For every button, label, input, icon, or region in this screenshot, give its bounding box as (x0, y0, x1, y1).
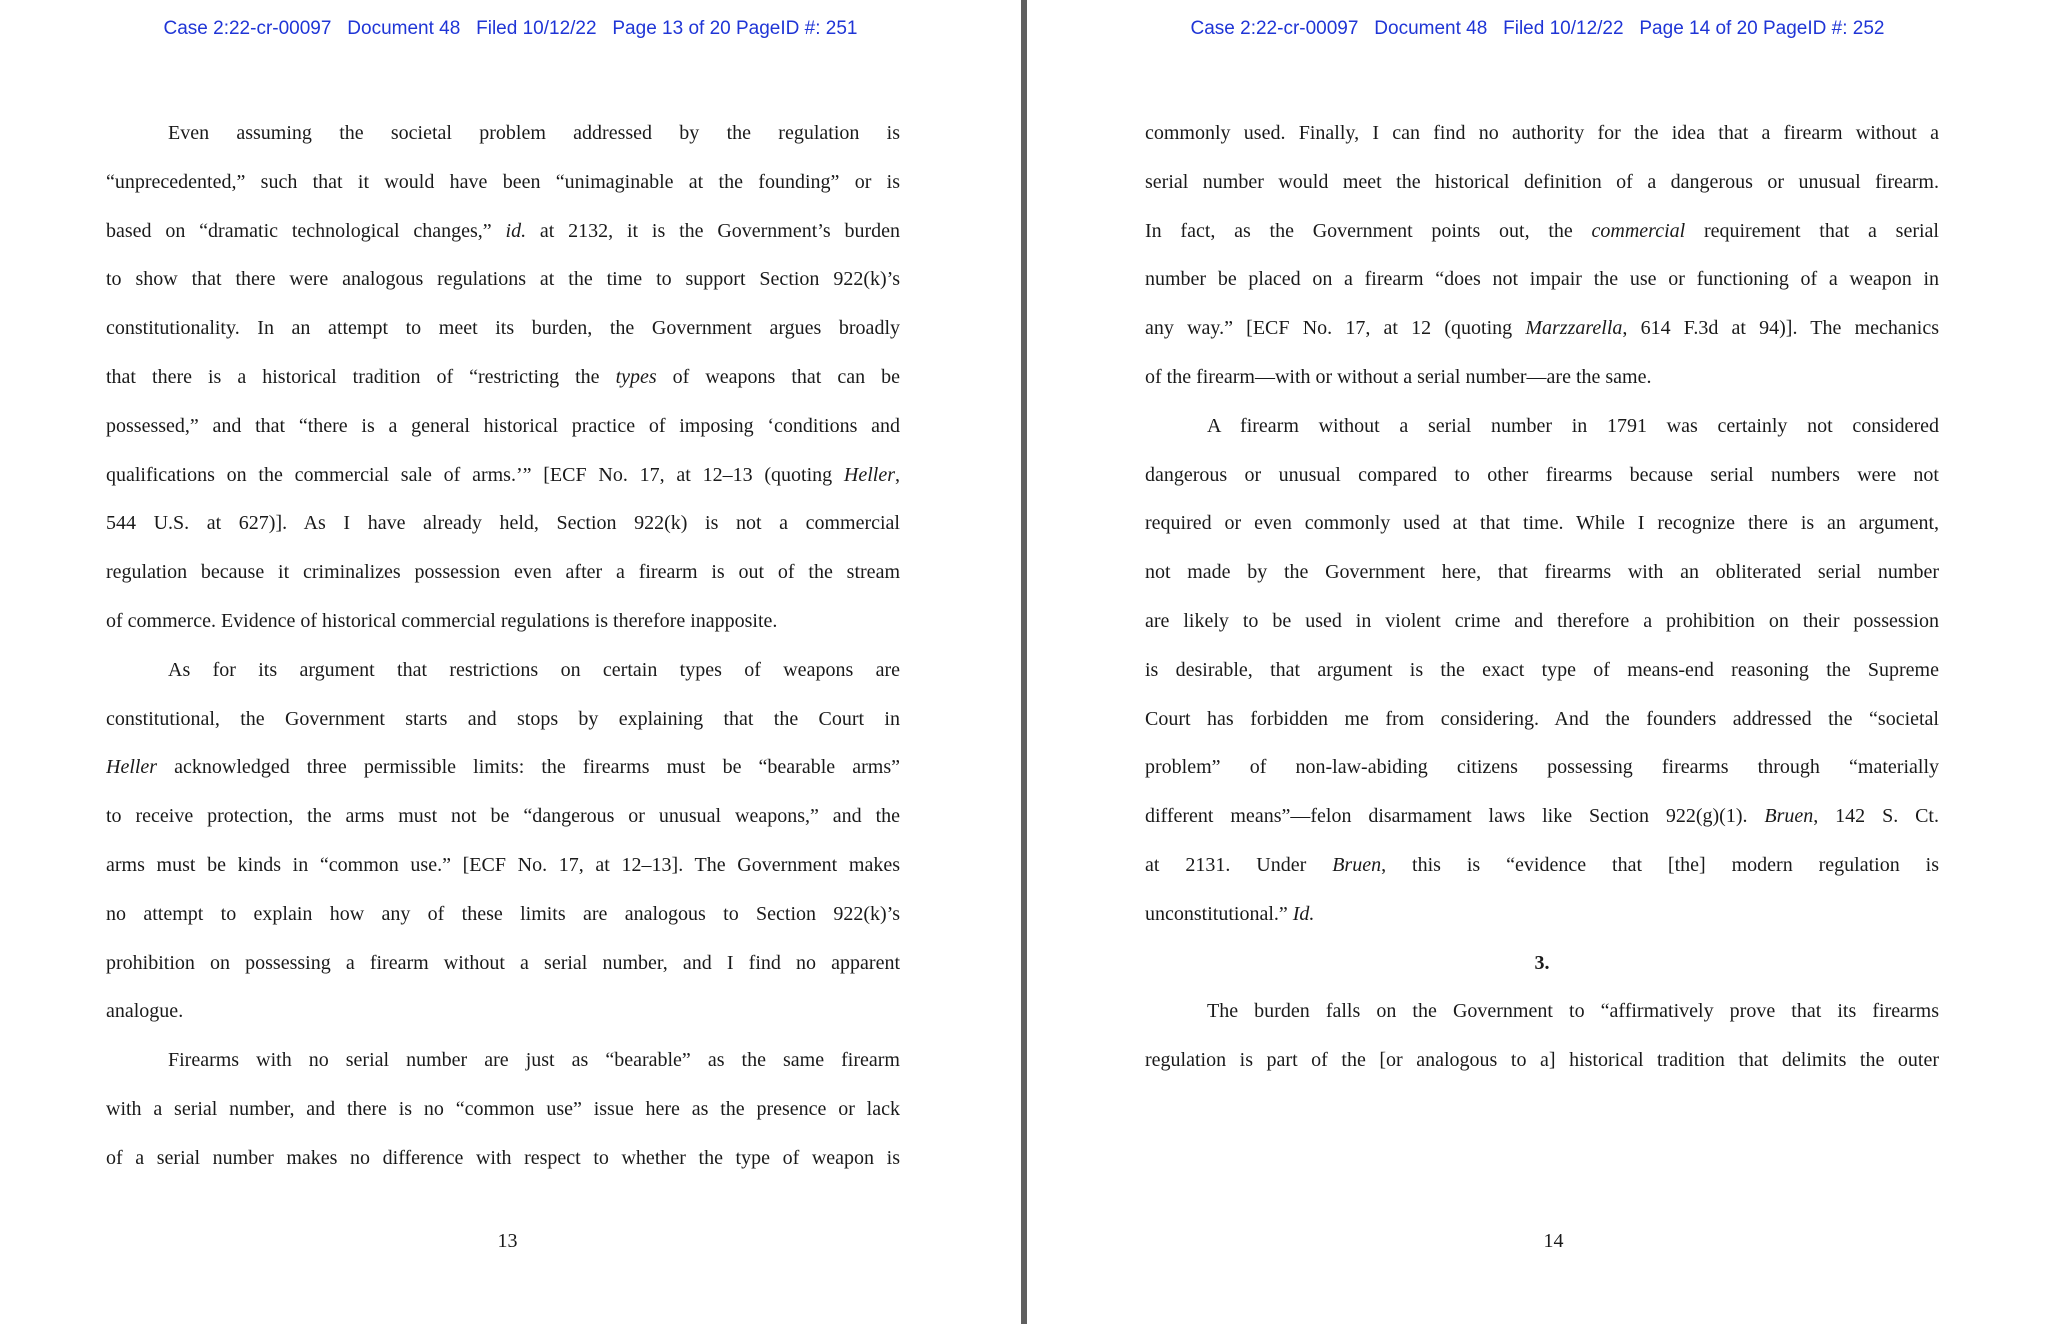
page-number: 14 (1543, 1230, 1564, 1252)
text-line (1145, 211, 1939, 260)
italic-citation: commercial (1591, 219, 1686, 242)
text-segment: different means”—felon disarmament laws like Section 922(g)(1). (1145, 805, 1765, 828)
text-line (106, 357, 900, 406)
text-line (1145, 894, 1939, 943)
text-segment: requirement that a serial (1685, 219, 1939, 242)
text-segment: to receive protection, the arms must not be “dangerous or unusual weapons,” and the (106, 805, 900, 828)
page-body-text (106, 113, 900, 1187)
text-segment: regulation is part of the [or analogous to a] historical tradition that delimits the outer (1145, 1049, 1939, 1072)
text-line (106, 1089, 900, 1138)
page-13 (0, 0, 1021, 1324)
text-segment: of commerce. Evidence of historical commercial regulations is therefore inapposite. (106, 609, 778, 632)
text-line (106, 943, 900, 992)
text-line (106, 113, 900, 162)
text-segment: In fact, as the Government points out, the (1145, 219, 1592, 242)
text-line (1145, 796, 1939, 845)
text-line (1145, 406, 1939, 455)
text-segment: , 614 F.3d at 94)]. The mechanics (1622, 317, 1939, 340)
text-line (106, 162, 900, 211)
text-line (1145, 650, 1939, 699)
text-segment: arms must be kinds in “common use.” [ECF No. 17, at 12–13]. The Government makes (106, 853, 900, 876)
page-number: 13 (497, 1230, 518, 1252)
text-line (106, 796, 900, 845)
text-segment: of a serial number makes no difference with respect to whether the type of weapon is (106, 1146, 900, 1169)
text-segment: prohibition on possessing a firearm without a serial number, and I find no apparent (106, 951, 900, 974)
text-segment: Court has forbidden me from considering. And the founders addressed the “societal (1145, 707, 1939, 730)
text-line (106, 894, 900, 943)
text-segment: constitutionality. In an attempt to meet its burden, the Government argues broadly (106, 317, 900, 340)
text-line (106, 552, 900, 601)
text-segment: regulation because it criminalizes possession even after a firearm is out of the stream (106, 561, 900, 584)
text-line (1145, 308, 1939, 357)
text-segment: unconstitutional.” (1145, 902, 1293, 925)
text-line (106, 1138, 900, 1187)
text-segment: any way.” [ECF No. 17, at 12 (quoting (1145, 317, 1526, 340)
italic-citation: id. (505, 219, 527, 242)
text-segment: required or even commonly used at that time. While I recognize there is an argument, (1145, 512, 1939, 535)
text-segment: 544 U.S. at 627)]. As I have already held, Section 922(k) is not a commercial (106, 512, 900, 535)
text-segment: , this is “evidence that [the] modern regulation is (1381, 853, 1939, 876)
text-line (1145, 455, 1939, 504)
text-segment: analogue. (106, 1000, 184, 1023)
text-segment: possessed,” and that “there is a general historical practice of imposing ‘conditions and (106, 414, 900, 437)
italic-citation: Heller (106, 756, 158, 779)
text-line (1145, 113, 1939, 162)
text-line (106, 406, 900, 455)
text-line (106, 845, 900, 894)
text-segment: at 2131. Under (1145, 853, 1333, 876)
text-line (1145, 943, 1939, 992)
text-segment: 3. (1534, 951, 1550, 974)
text-line (106, 601, 900, 650)
text-line (1145, 747, 1939, 796)
italic-citation: Marzzarella (1525, 317, 1623, 340)
text-segment: Firearms with no serial number are just as “bearable” as the same firearm (168, 1049, 900, 1072)
text-segment: at 2132, it is the Government’s burden (526, 219, 900, 242)
text-segment: , (895, 463, 900, 486)
italic-citation: Id. (1292, 902, 1315, 925)
page-14 (1027, 0, 2048, 1324)
text-segment: Even assuming the societal problem addressed by the regulation is (168, 122, 900, 144)
text-line (1145, 357, 1939, 406)
text-line (106, 211, 900, 260)
text-segment: not made by the Government here, that firearms with an obliterated serial number (1145, 561, 1939, 584)
text-segment: with a serial number, and there is no “common use” issue here as the presence or lack (106, 1097, 900, 1120)
text-segment: The burden falls on the Government to “affirmatively prove that its firearms (1207, 1000, 1939, 1023)
italic-citation: types (615, 365, 657, 388)
text-line (1145, 552, 1939, 601)
case-header-stamp: Case 2:22-cr-00097 Document 48 Filed 10/12/22 Page 13 of 20 PageID #: 251 (163, 18, 858, 39)
text-segment: qualifications on the commercial sale of arms.’” [ECF No. 17, at 12–13 (quoting (106, 463, 844, 486)
text-line (106, 455, 900, 504)
text-line (106, 650, 900, 699)
text-segment: based on “dramatic technological changes,” (106, 219, 506, 242)
text-line (1145, 162, 1939, 211)
text-line (1145, 699, 1939, 748)
italic-citation: Bruen (1764, 805, 1814, 828)
text-line (106, 1040, 900, 1089)
text-line (106, 308, 900, 357)
text-segment: are likely to be used in violent crime and therefore a prohibition on their possession (1145, 609, 1939, 632)
page-body-text (1145, 113, 1939, 1089)
text-segment: “unprecedented,” such that it would have been “unimaginable at the founding” or is (106, 170, 900, 193)
text-line (106, 259, 900, 308)
text-segment: of the firearm—with or without a serial number—are the same. (1145, 365, 1652, 388)
text-segment: A firearm without a serial number in 1791 was certainly not considered (1207, 414, 1939, 437)
text-line (1145, 1040, 1939, 1089)
italic-citation: Bruen (1332, 853, 1382, 876)
text-segment: dangerous or unusual compared to other firearms because serial numbers were not (1145, 463, 1939, 486)
text-line (106, 699, 900, 748)
text-line (1145, 259, 1939, 308)
text-segment: , 142 S. Ct. (1813, 805, 1939, 828)
case-header-stamp: Case 2:22-cr-00097 Document 48 Filed 10/12/22 Page 14 of 20 PageID #: 252 (1190, 18, 1885, 39)
text-segment: of weapons that can be (656, 365, 900, 388)
text-segment: number be placed on a firearm “does not impair the use or functioning of a weapon in (1145, 268, 1939, 291)
text-line (106, 747, 900, 796)
text-segment: constitutional, the Government starts and stops by explaining that the Court in (106, 707, 900, 730)
text-line (1145, 503, 1939, 552)
text-segment: serial number would meet the historical definition of a dangerous or unusual firearm. (1145, 170, 1939, 193)
text-segment: to show that there were analogous regulations at the time to support Section 922(k)’s (106, 268, 900, 291)
text-line (1145, 845, 1939, 894)
text-line (1145, 991, 1939, 1040)
text-segment: acknowledged three permissible limits: the firearms must be “bearable arms” (157, 756, 900, 779)
text-segment: that there is a historical tradition of “restricting the (106, 365, 616, 388)
text-segment: problem” of non-law-abiding citizens possessing firearms through “materially (1145, 756, 1939, 779)
italic-citation: Heller (843, 463, 895, 486)
text-segment: no attempt to explain how any of these limits are analogous to Section 922(k)’s (106, 902, 900, 925)
text-line (1145, 601, 1939, 650)
text-segment: commonly used. Finally, I can find no authority for the idea that a firearm without a (1145, 122, 1939, 144)
text-segment: As for its argument that restrictions on certain types of weapons are (168, 658, 900, 681)
text-line (106, 503, 900, 552)
text-line (106, 991, 900, 1040)
text-segment: is desirable, that argument is the exact type of means-end reasoning the Supreme (1145, 658, 1939, 681)
